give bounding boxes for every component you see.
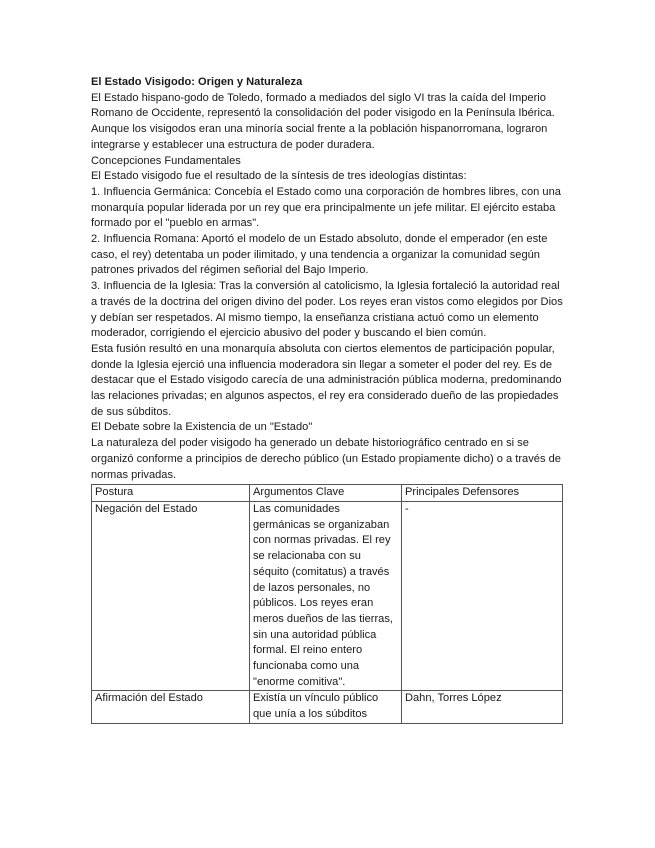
document-title: El Estado Visigodo: Origen y Naturaleza [91, 76, 303, 88]
section-heading-debate: El Debate sobre la Existencia de un "Estado" [91, 421, 313, 434]
header-defensores: Principales Defensores [402, 485, 563, 502]
intro-paragraph: El Estado hispano-godo de Toledo, formado a mediados del siglo VI tras la caída del Imperio Romano de Occidente, representó la consolidación del poder visigodo en la Península Ibérica. Aunque los visigodos eran una minoría social frente a la población hispanorromana, lograron integrarse y establecer una estructura de poder duradera. [91, 91, 555, 151]
document-page [91, 75, 566, 724]
synthesis-paragraph: Esta fusión resultó en una monarquía absoluta con ciertos elementos de participación popular, donde la Iglesia ejerció una influencia moderadora sin llegar a someter el poder del rey. Es de destacar que el Estado visigodo carecía de una administración pública moderna, predominando las relaciones privadas; en algunos aspectos, el rey era considerado dueño de las propiedades de sus súbditos. [91, 342, 562, 418]
cell-defensores: Dahn, Torres López [402, 691, 563, 723]
header-postura: Postura [92, 485, 250, 502]
cell-defensores: - [402, 501, 563, 690]
table-row [92, 691, 563, 723]
section-heading-concepciones: Concepciones Fundamentales [91, 154, 241, 167]
section-lead-paragraph: El Estado visigodo fue el resultado de la síntesis de tres ideologías distintas: [91, 170, 467, 183]
point-germanica: 1. Influencia Germánica: Concebía el Estado como una corporación de hombres libres, con una monarquía popular liderada por un rey que era principalmente un jefe militar. El ejército estaba formado por el "pueblo en armas". [91, 185, 561, 230]
header-argumentos: Argumentos Clave [250, 485, 402, 502]
cell-argumentos: Las comunidades germánicas se organizaban con normas privadas. El rey se relacionaba con su séquito (comitatus) a través de lazos personales, no públicos. Los reyes eran meros dueños de las tierras, sin una autoridad pública formal. El reino entero funcionaba como una "enorme comitiva". [250, 501, 402, 690]
debate-table [91, 484, 563, 724]
table-row [92, 501, 563, 690]
cell-postura: Negación del Estado [92, 501, 250, 690]
cell-argumentos: Existía un vínculo público que unía a los súbditos [250, 691, 402, 723]
point-iglesia: 3. Influencia de la Iglesia: Tras la conversión al catolicismo, la Iglesia fortaleció la autoridad real a través de la doctrina del origen divino del poder. Los reyes eran vistos como elegidos por Dios y debían ser respetados. Al mismo tiempo, la enseñanza cristiana actuó como un elemento moderador, corrigiendo el ejercicio abusivo del poder y buscando el bien común. [91, 280, 563, 340]
table-header-row [92, 485, 563, 502]
point-romana: 2. Influencia Romana: Aportó el modelo de un Estado absoluto, donde el emperador (en este caso, el rey) detentaba un poder ilimitado, y una tendencia a organizar la comunidad según patrones privados del régimen señorial del Bajo Imperio. [91, 233, 548, 277]
debate-paragraph: La naturaleza del poder visigodo ha generado un debate historiográfico centrado en si se organizó conforme a principios de derecho público (un Estado propiamente dicho) o a través de normas privadas. [91, 437, 561, 481]
cell-postura: Afirmación del Estado [92, 691, 250, 723]
